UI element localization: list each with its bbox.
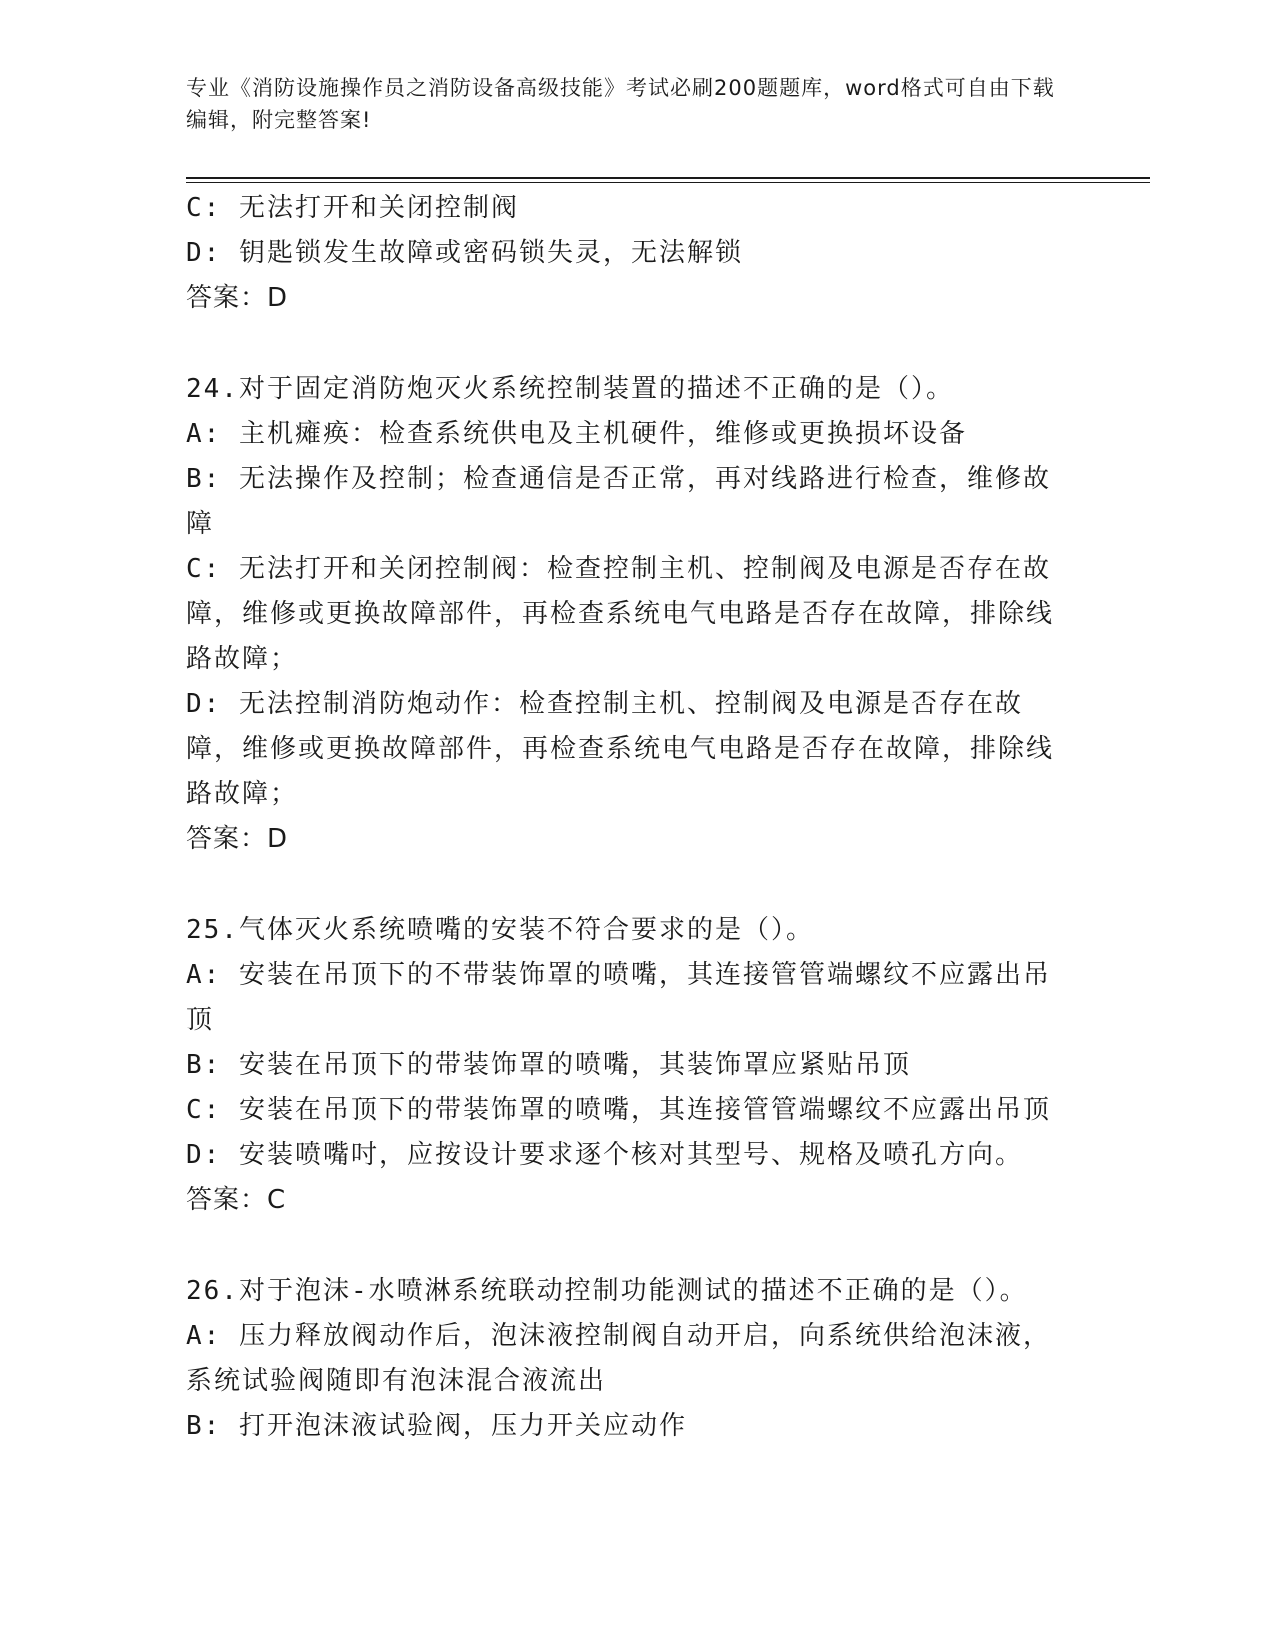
question-24 (186, 367, 1071, 862)
option-a: A: 压力释放阀动作后，泡沫液控制阀自动开启，向系统供给泡沫液，系统试验阀随即有泡沫混合液流出 (186, 1321, 1051, 1396)
previous-question-tail (186, 186, 1071, 321)
question-stem: 25.气体灭火系统喷嘴的安装不符合要求的是（）。 (186, 915, 814, 945)
option-a: A: 安装在吊顶下的不带装饰罩的喷嘴，其连接管管端螺纹不应露出吊顶 (186, 960, 1051, 1035)
answer-line: 答案：D (186, 824, 289, 854)
option-c: C: 无法打开和关闭控制阀：检查控制主机、控制阀及电源是否存在故障，维修或更换故障部件，再检查系统电气电路是否存在故障，排除线路故障； (186, 554, 1055, 674)
question-stem: 24.对于固定消防炮灭火系统控制装置的描述不正确的是（）。 (186, 374, 954, 404)
option-c: C: 无法打开和关闭控制阀 (186, 193, 519, 223)
option-b: B: 无法操作及控制；检查通信是否正常，再对线路进行检查，维修故障 (186, 464, 1051, 539)
answer-line: 答案：C (186, 1185, 287, 1215)
question-25 (186, 908, 1071, 1223)
question-26 (186, 1269, 1071, 1449)
option-c: C: 安装在吊顶下的带装饰罩的喷嘴，其连接管管端螺纹不应露出吊顶 (186, 1095, 1051, 1125)
option-d: D: 无法控制消防炮动作：检查控制主机、控制阀及电源是否存在故障，维修或更换故障部件，再检查系统电气电路是否存在故障，排除线路故障； (186, 689, 1055, 809)
option-a: A: 主机瘫痪：检查系统供电及主机硬件，维修或更换损坏设备 (186, 419, 967, 449)
answer-line: 答案：D (186, 283, 289, 313)
page-header: 专业《消防设施操作员之消防设备高级技能》考试必刷200题题库，word格式可自由下载编辑，附完整答案! (186, 76, 1055, 132)
question-stem: 26.对于泡沫-水喷淋系统联动控制功能测试的描述不正确的是（）。 (186, 1276, 1028, 1306)
header-rule-thick (186, 177, 1150, 179)
option-b: B: 打开泡沫液试验阀，压力开关应动作 (186, 1411, 687, 1441)
option-d: D: 钥匙锁发生故障或密码锁失灵，无法解锁 (186, 238, 743, 268)
option-d: D: 安装喷嘴吋，应按设计要求逐个核对其型号、规格及喷孔方向。 (186, 1140, 1023, 1170)
document-body (186, 186, 1071, 1449)
header-rule-thin (186, 182, 1150, 183)
option-b: B: 安装在吊顶下的带装饰罩的喷嘴，其装饰罩应紧贴吊顶 (186, 1050, 911, 1080)
